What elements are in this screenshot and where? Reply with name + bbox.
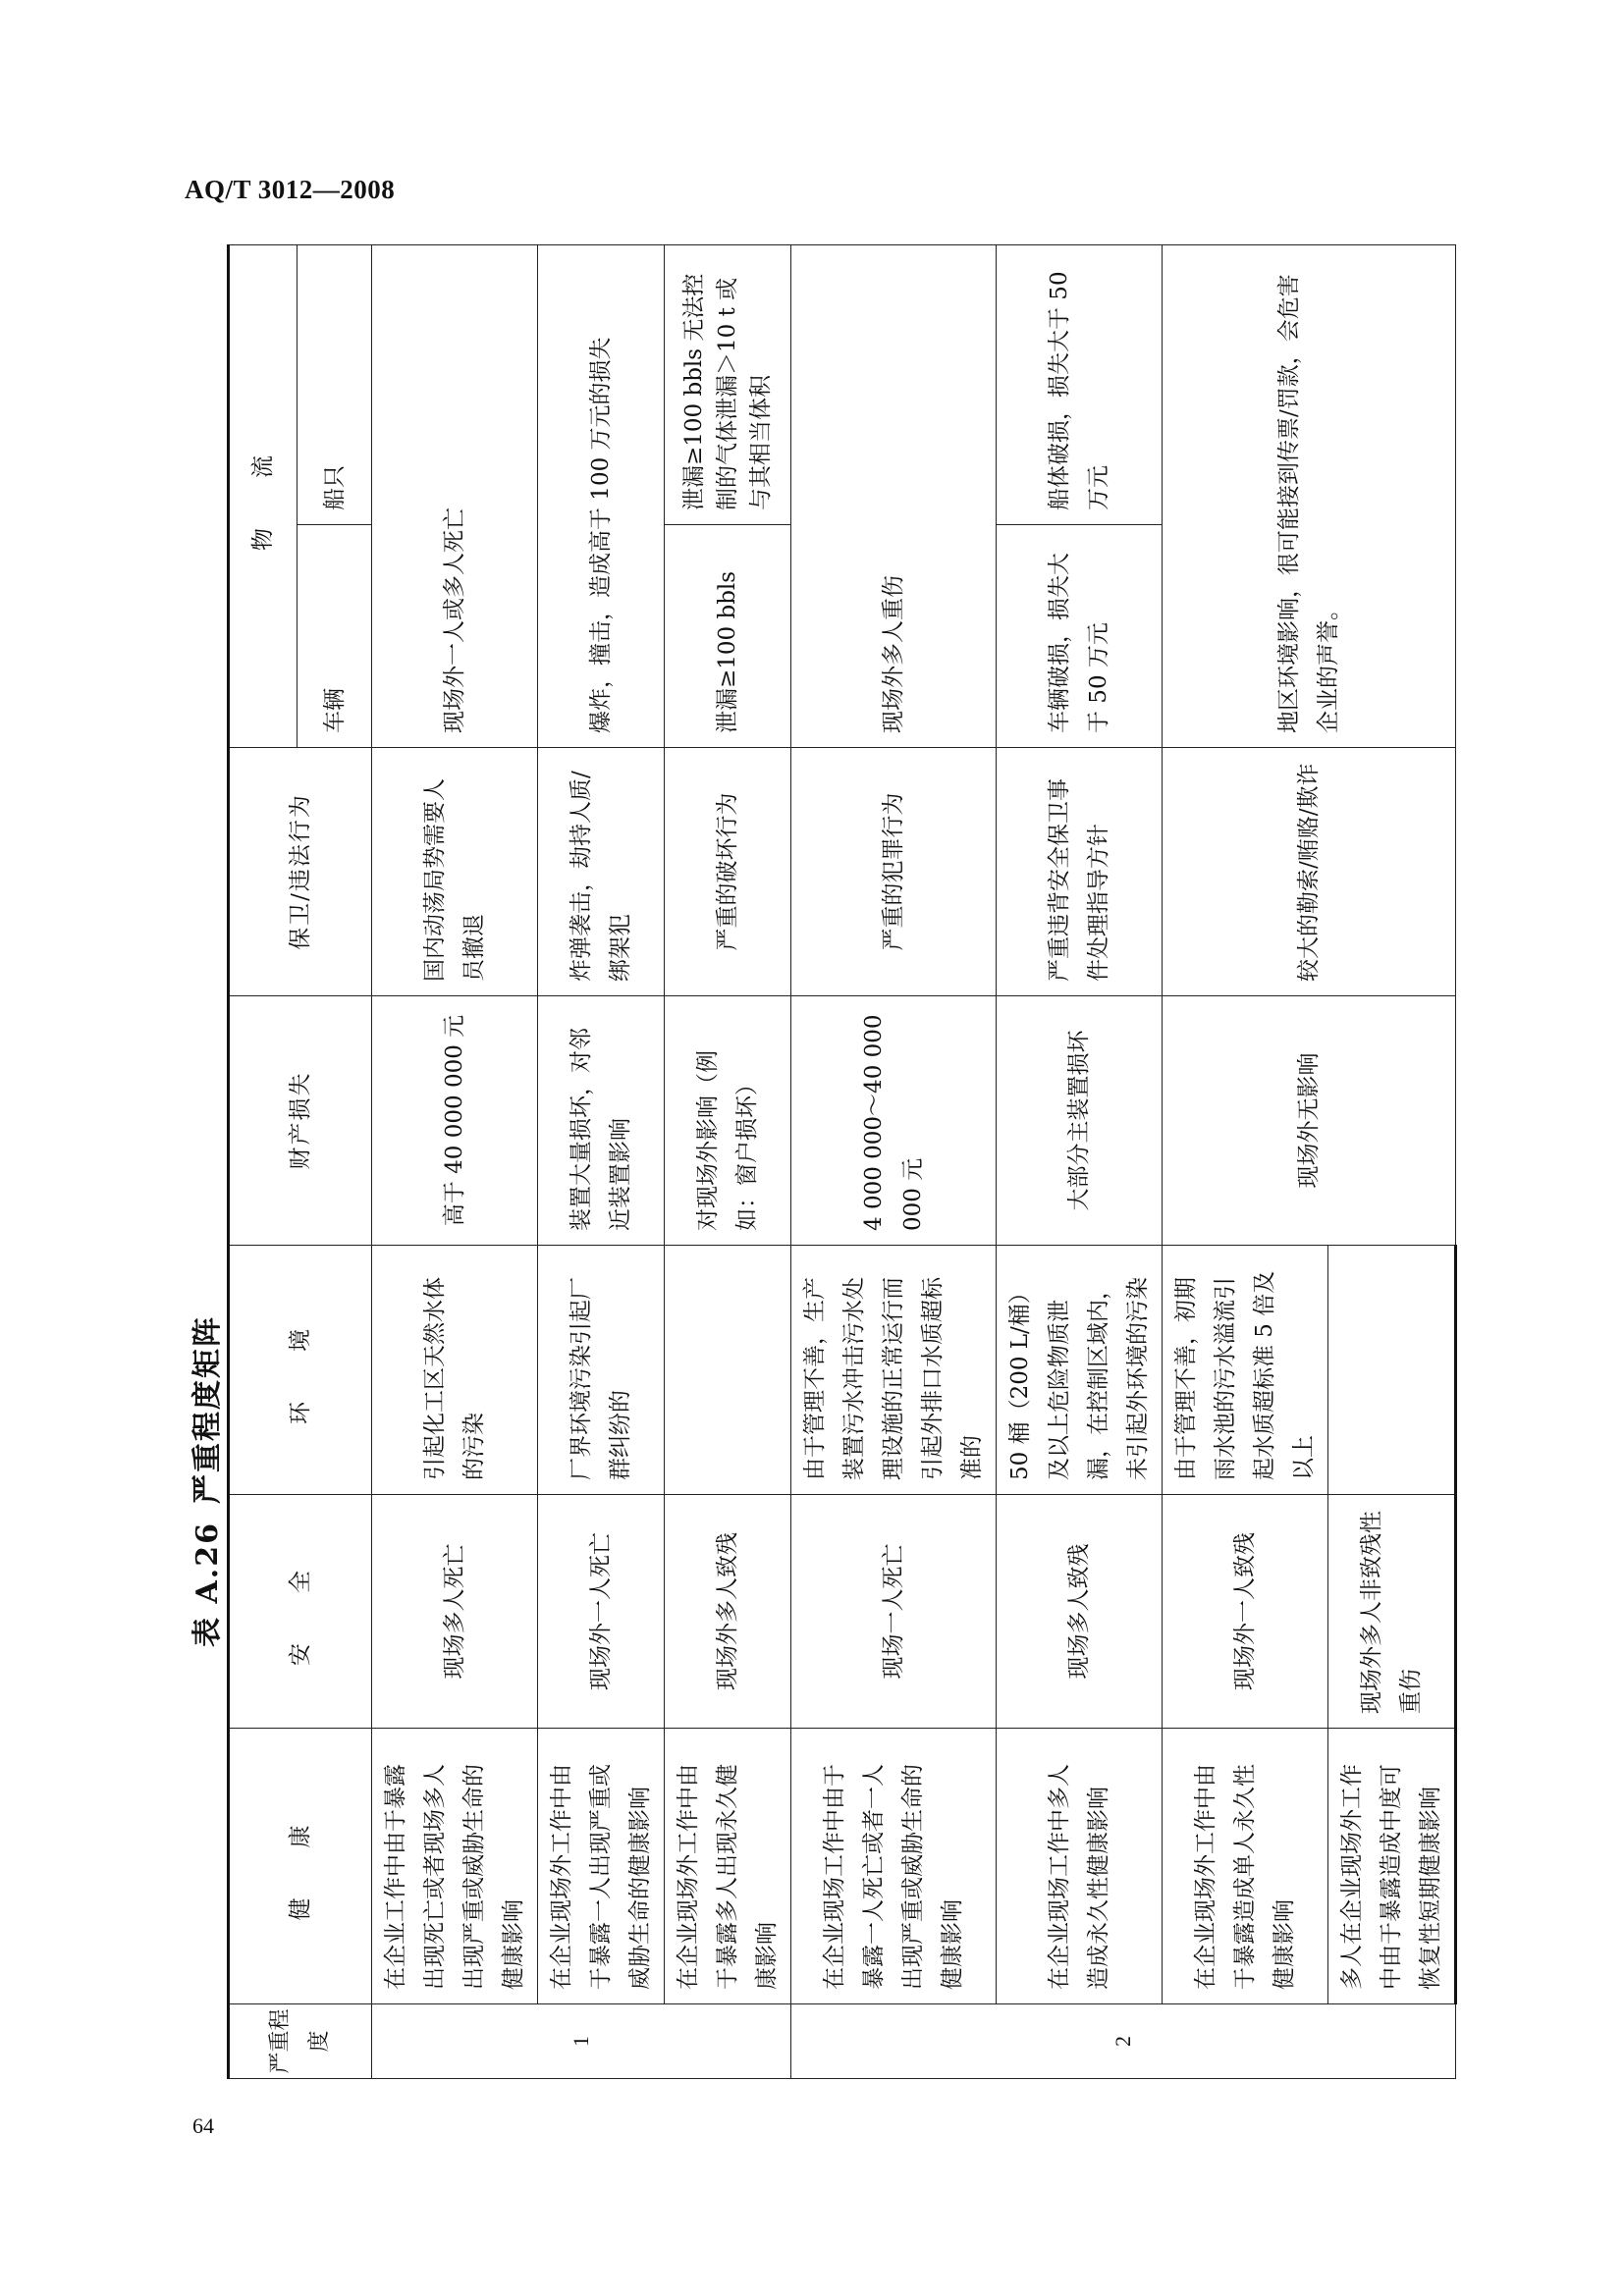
cell-security: 炸弹袭击，劫持人质/绑架犯: [538, 748, 665, 996]
header-severity: 严重程度: [229, 2004, 372, 2079]
severity-level-2: 2: [791, 2004, 1456, 2079]
header-environment: 环 境: [229, 1246, 372, 1495]
header-security: 保卫/违法行为: [229, 748, 372, 996]
cell-environment: 由于管理不善，生产装置污水冲击污水处理设施的正常运行而引起外排口水质超标准的: [791, 1246, 997, 1495]
header-vehicle: 车辆: [298, 525, 372, 748]
cell-safety: 现场外一人死亡: [538, 1495, 665, 1729]
cell-security: 严重的犯罪行为: [791, 748, 997, 996]
cell-ship: 船体破损，损失大于 50 万元: [997, 245, 1163, 525]
cell-vehicle: 车辆破损，损失大于 50 万元: [997, 525, 1163, 748]
page-number: 64: [192, 2113, 214, 2138]
cell-health: 在企业现场外工作中由于暴露造成单人永久性健康影响: [1163, 1729, 1328, 2004]
cell-environment: 厂界环境污染引起厂群纠纷的: [538, 1246, 665, 1495]
cell-ship: 泄漏≥100 bbls 无法控制的气体泄漏＞10 t 或与其相当体积: [665, 245, 791, 525]
cell-safety: 现场多人致残: [997, 1495, 1163, 1729]
cell-environment: [1328, 1246, 1456, 1495]
cell-safety: 现场多人死亡: [372, 1495, 538, 1729]
table-row: [791, 245, 997, 2079]
table-row: [538, 245, 665, 2079]
cell-property: 4 000 000～40 000 000 元: [791, 996, 997, 1246]
cell-health: 在企业现场工作中多人造成永久性健康影响: [997, 1729, 1163, 2004]
cell-safety: 现场外多人非致残性重伤: [1328, 1495, 1456, 1729]
cell-property: 大部分主装置损坏: [997, 996, 1163, 1246]
cell-logistics: 现场外多人重伤: [791, 245, 997, 748]
header-property: 财产损失: [229, 996, 372, 1246]
cell-environment: [665, 1246, 791, 1495]
table-row: [1163, 245, 1328, 2079]
cell-security: 严重的破坏行为: [665, 748, 791, 996]
cell-property: 现场外无影响: [1163, 996, 1456, 1246]
cell-environment: 引起化工区天然水体的污染: [372, 1246, 538, 1495]
cell-property: 对现场外影响（例如：窗户损坏）: [665, 996, 791, 1246]
cell-property: 高于 40 000 000 元: [372, 996, 538, 1246]
header-logistics: 物 流: [229, 245, 298, 748]
cell-safety: 现场一人死亡: [791, 1495, 997, 1729]
header-safety: 安 全: [229, 1495, 372, 1729]
table-number: 表 A.26: [190, 1522, 225, 1647]
cell-security: 严重违背安全保卫事件处理指导方针: [997, 748, 1163, 996]
cell-health: 多人在企业现场外工作中由于暴露造成中度可恢复性短期健康影响: [1328, 1729, 1456, 2004]
cell-environment: 由于管理不善，初期雨水池的污水溢流引起水质超标准 5 倍及以上: [1163, 1246, 1328, 1495]
table-row: [372, 245, 538, 2079]
header-ship: 船只: [298, 245, 372, 525]
cell-safety: 现场外一人致残: [1163, 1495, 1328, 1729]
cell-security: 国内动荡局势需要人员撤退: [372, 748, 538, 996]
cell-logistics: 爆炸，撞击，造成高于 100 万元的损失: [538, 245, 665, 748]
cell-health: 在企业现场外工作中由于暴露一人出现严重或威胁生命的健康影响: [538, 1729, 665, 2004]
cell-health: 在企业现场工作中由于暴露一人死亡或者一人出现严重或威胁生命的健康影响: [791, 1729, 997, 2004]
severity-level-1: 1: [372, 2004, 791, 2079]
table-row: [665, 245, 791, 2079]
header-health: 健 康: [229, 1729, 372, 2004]
cell-vehicle: 泄漏≥100 bbls: [665, 525, 791, 748]
cell-health: 在企业工作中由于暴露出现死亡或者现场多人出现严重或威胁生命的健康影响: [372, 1729, 538, 2004]
table-title: 严重程度矩阵: [190, 1315, 225, 1505]
table-row: [997, 245, 1163, 2079]
cell-logistics: 地区环境影响，很可能接到传票/罚款，会危害企业的声誉。: [1163, 245, 1456, 748]
cell-logistics: 现场外一人或多人死亡: [372, 245, 538, 748]
cell-security: 较大的勒索/贿赂/欺诈: [1163, 748, 1456, 996]
standard-code: AQ/T 3012—2008: [185, 175, 396, 204]
cell-environment: 50 桶（200 L/桶）及以上危险物质泄漏，在控制区域内，未引起外环境的污染: [997, 1246, 1163, 1495]
header-row: [229, 245, 298, 2079]
cell-property: 装置大量损坏，对邻近装置影响: [538, 996, 665, 1246]
cell-safety: 现场外多人致残: [665, 1495, 791, 1729]
severity-matrix-table: [227, 244, 1457, 2079]
cell-health: 在企业现场外工作中由于暴露多人出现永久健康影响: [665, 1729, 791, 2004]
table-caption: [183, 982, 225, 1963]
severity-matrix-frame: [227, 245, 1443, 2079]
